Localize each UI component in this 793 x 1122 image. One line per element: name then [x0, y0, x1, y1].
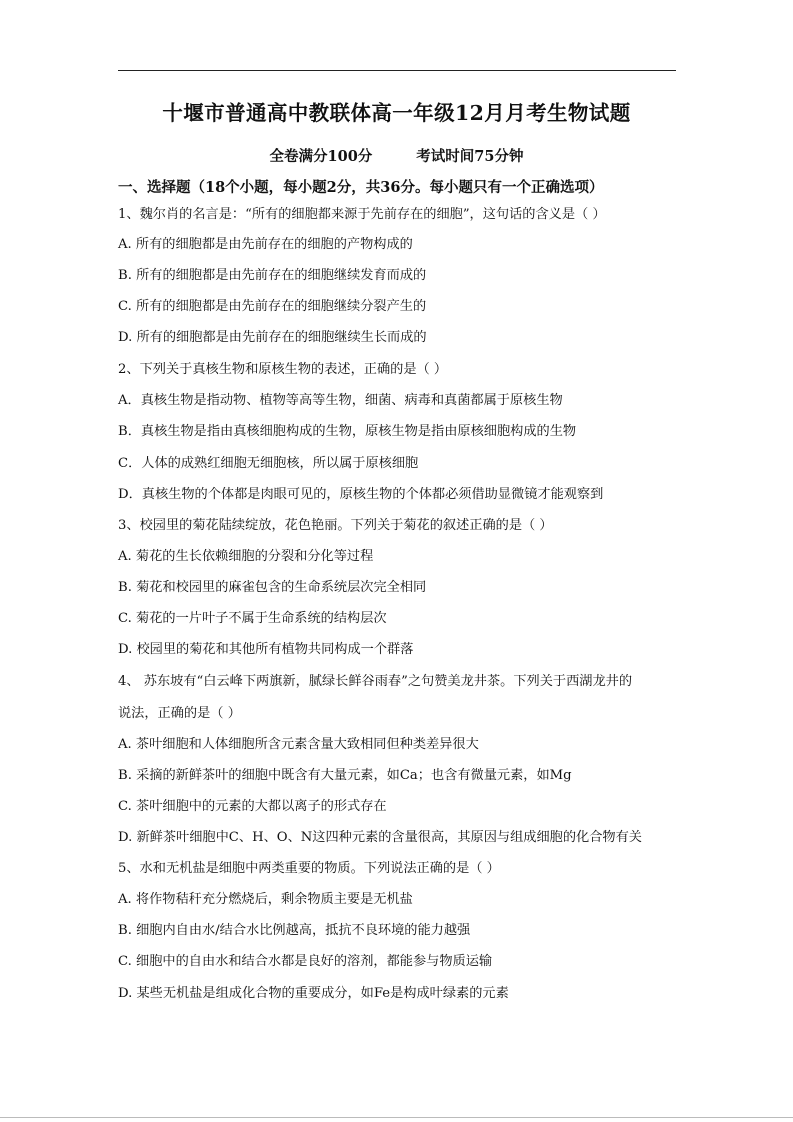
- q5-option-c: C. 细胞中的自由水和结合水都是良好的溶剂，都能参与物质运输: [118, 954, 493, 969]
- q2-option-b: B．真核生物是指由真核细胞构成的生物，原核生物是指由原核细胞构成的生物: [118, 424, 577, 439]
- q3-option-c: C. 菊花的一片叶子不属于生命系统的结构层次: [118, 611, 387, 626]
- q4-option-b: B. 采摘的新鲜茶叶的细胞中既含有大量元素，如Ca；也含有微量元素，如Mg: [118, 768, 572, 783]
- q1-option-c: C. 所有的细胞都是由先前存在的细胞继续分裂产生的: [118, 299, 427, 314]
- q4-option-c: C. 茶叶细胞中的元素的大都以离子的形式存在: [118, 799, 387, 814]
- q4-stem-line-1: 4、 苏东坡有“白云峰下两旗新，腻绿长鲜谷雨春”之句赞美龙井茶。下列关于西湖龙井的: [118, 674, 632, 689]
- exam-time: 考试时间75分钟: [416, 148, 524, 165]
- q5-option-d: D. 某些无机盐是组成化合物的重要成分，如Fe是构成叶绿素的元素: [118, 986, 509, 1001]
- q5-option-b: B. 细胞内自由水/结合水比例越高，抵抗不良环境的能力越强: [118, 923, 471, 938]
- q1-option-b: B. 所有的细胞都是由先前存在的细胞继续发育而成的: [118, 268, 427, 283]
- full-score: 全卷满分100分: [269, 148, 373, 165]
- header-rule: [118, 70, 676, 71]
- q2-stem: 2、下列关于真核生物和原核生物的表述，正确的是（ ）: [118, 362, 448, 377]
- q1-option-d: D. 所有的细胞都是由先前存在的细胞继续生长而成的: [118, 330, 427, 345]
- q4-option-d: D. 新鲜茶叶细胞中C、H、O、N这四种元素的含量很高，其原因与组成细胞的化合物有关: [118, 830, 642, 845]
- q3-stem: 3、校园里的菊花陆续绽放，花色艳丽。下列关于菊花的叙述正确的是（ ）: [118, 518, 553, 533]
- q2-option-d: D．真核生物的个体都是肉眼可见的，原核生物的个体都必须借助显微镜才能观察到: [118, 487, 604, 502]
- q4-stem-line-2: 说法，正确的是（ ）: [118, 706, 241, 721]
- page-bottom-edge: [0, 1117, 793, 1118]
- q2-option-a: A．真核生物是指动物、植物等高等生物，细菌、病毒和真菌都属于原核生物: [118, 393, 563, 408]
- exam-title: 十堰市普通高中教联体高一年级12月月考生物试题: [162, 101, 631, 125]
- q1-stem: 1、魏尔肖的名言是：“所有的细胞都来源于先前存在的细胞”，这句话的含义是（ ）: [118, 207, 606, 222]
- q5-option-a: A. 将作物秸秆充分燃烧后，剩余物质主要是无机盐: [118, 892, 413, 907]
- q3-option-a: A. 菊花的生长依赖细胞的分裂和分化等过程: [118, 549, 374, 564]
- q2-option-c: C．人体的成熟红细胞无细胞核，所以属于原核细胞: [118, 456, 419, 471]
- q3-option-b: B. 菊花和校园里的麻雀包含的生命系统层次完全相同: [118, 580, 427, 595]
- q1-option-a: A. 所有的细胞都是由先前存在的细胞的产物构成的: [118, 237, 413, 252]
- q5-stem: 5、水和无机盐是细胞中两类重要的物质。下列说法正确的是（ ）: [118, 861, 500, 876]
- q3-option-d: D. 校园里的菊花和其他所有植物共同构成一个群落: [118, 642, 414, 657]
- q4-option-a: A. 茶叶细胞和人体细胞所含元素含量大致相同但种类差异很大: [118, 737, 479, 752]
- exam-info: [0, 145, 793, 166]
- section-heading: 一、选择题（18个小题，每小题2分，共36分。每小题只有一个正确选项）: [118, 179, 604, 196]
